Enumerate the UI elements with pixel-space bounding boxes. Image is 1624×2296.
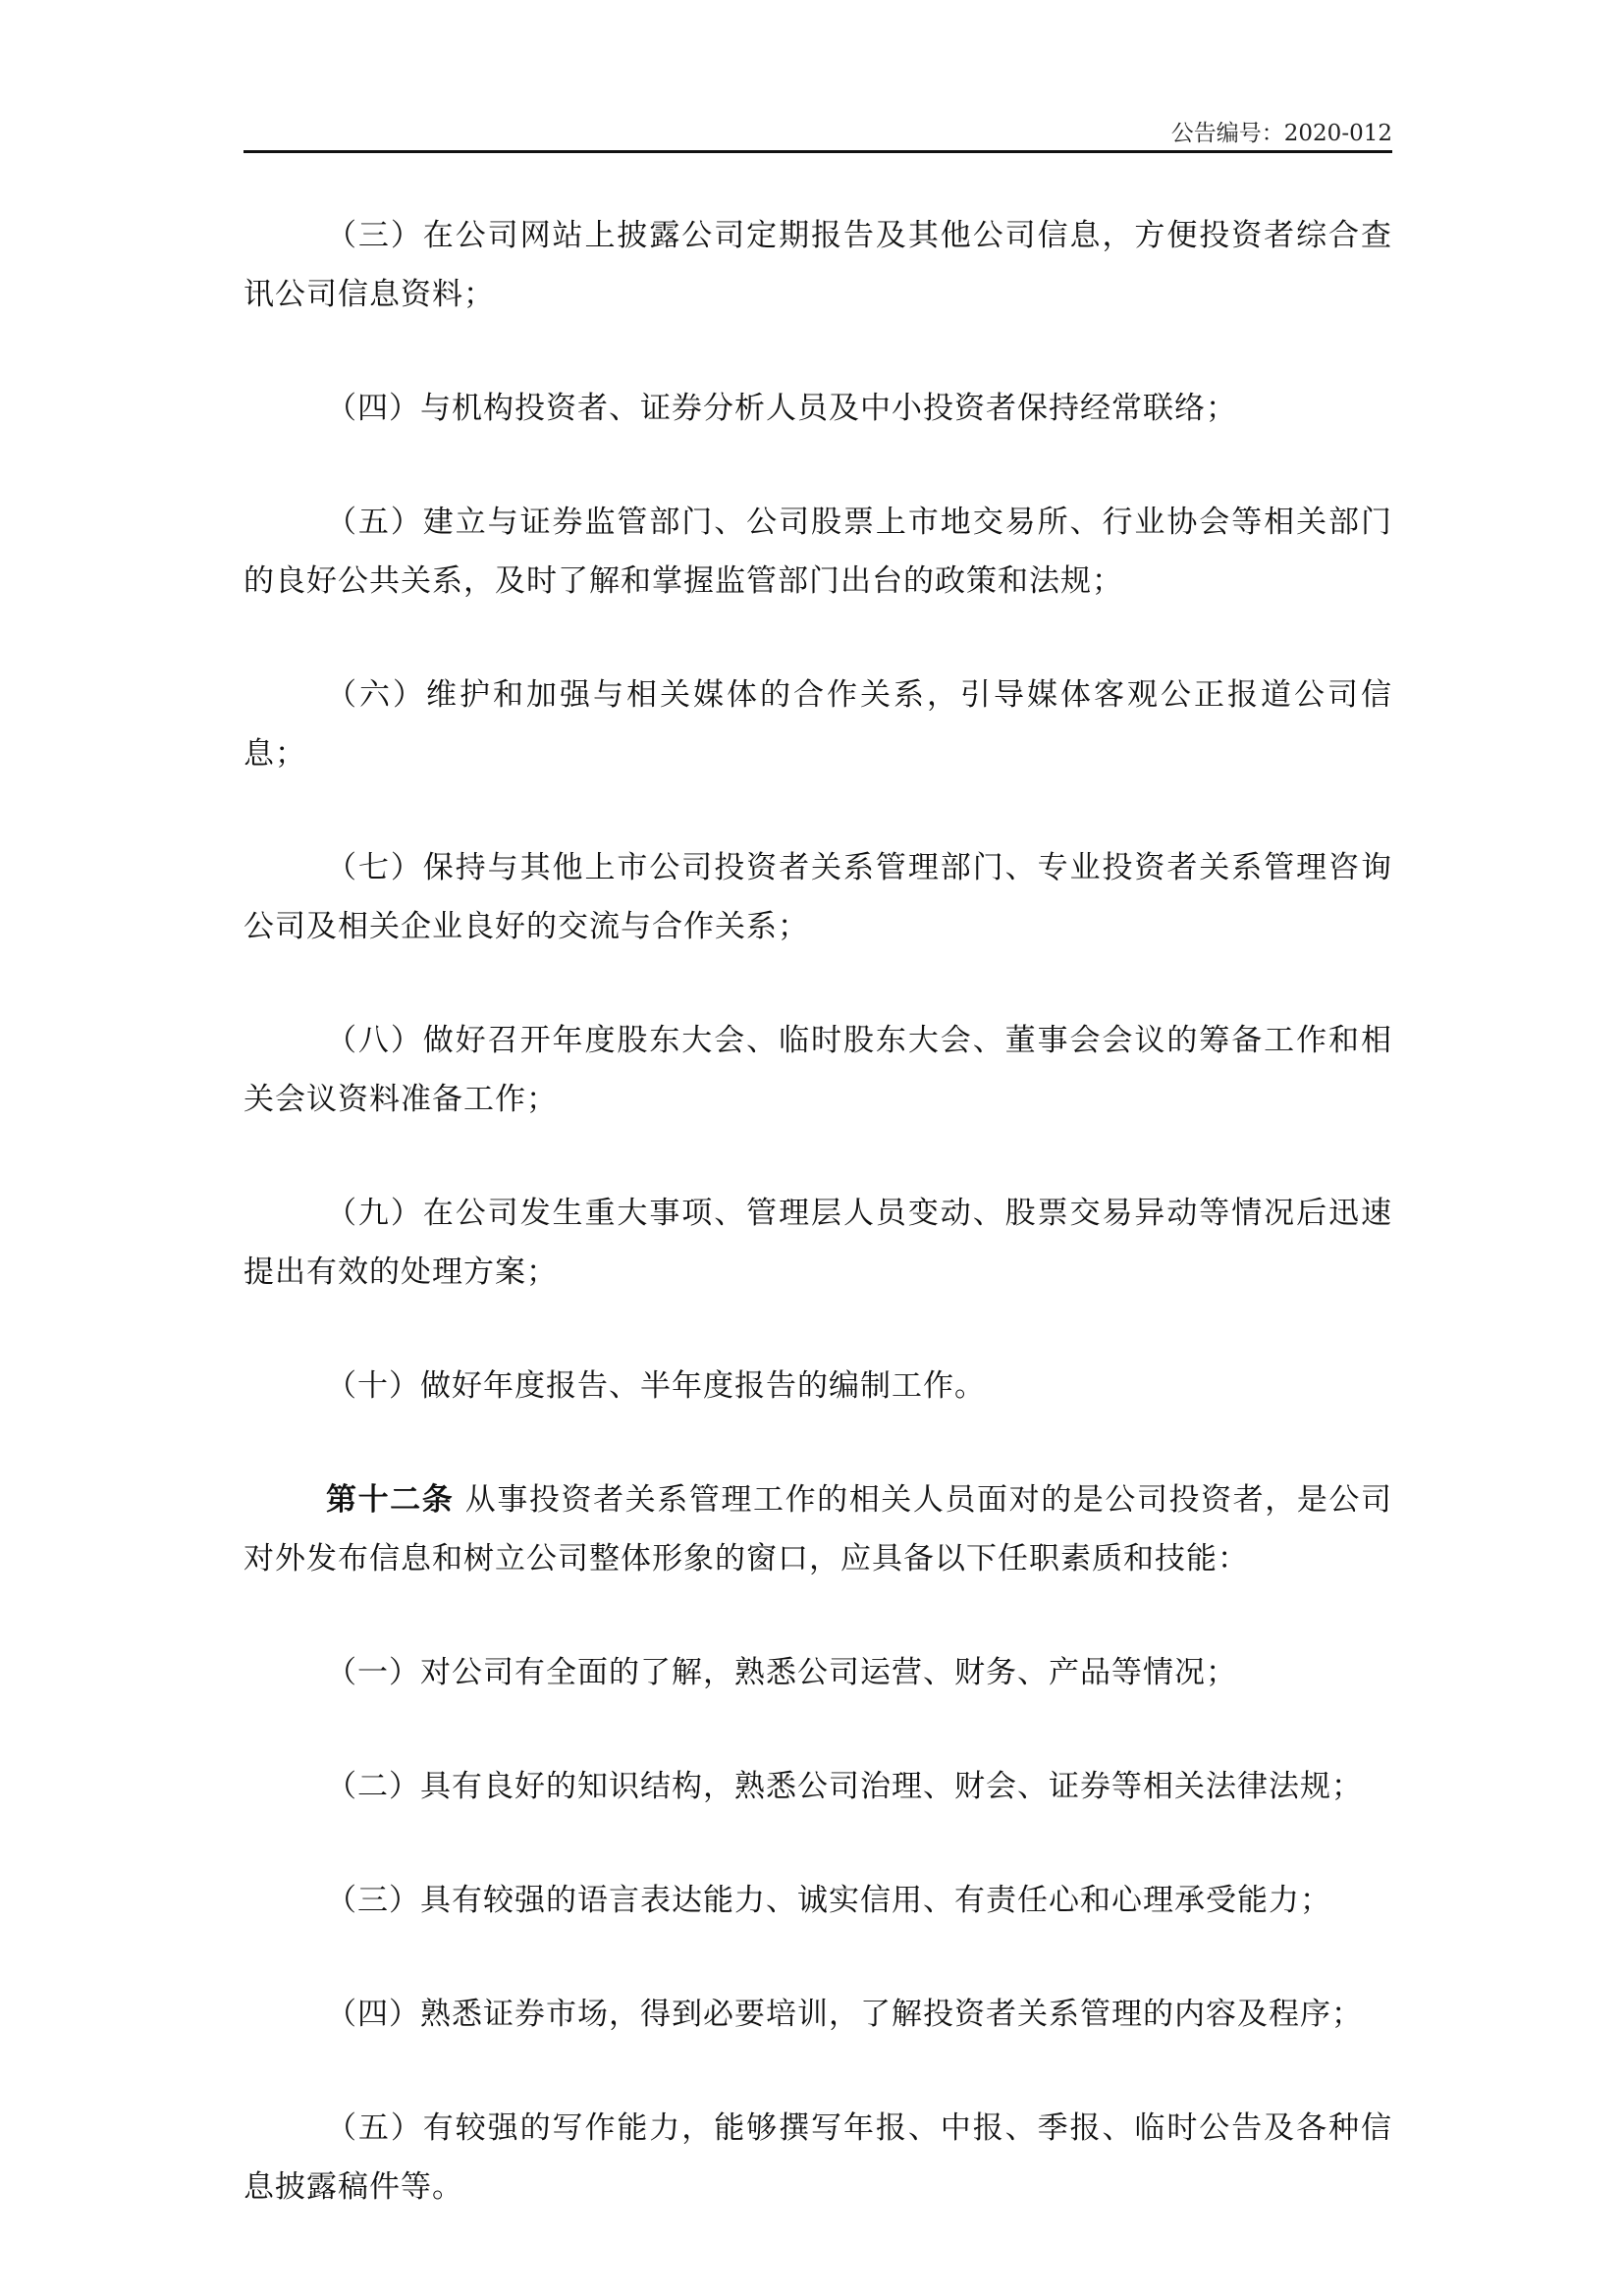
duty-item-3: （三）在公司网站上披露公司定期报告及其他公司信息，方便投资者综合查讯公司信息资料； <box>244 218 1392 312</box>
qualification-item-1: （一）对公司有全面的了解，熟悉公司运营、财务、产品等情况； <box>326 1655 1237 1690</box>
page-header <box>244 116 1392 151</box>
announcement-number: 公告编号：2020-012 <box>1170 121 1392 146</box>
article-12-text: 从事投资者关系管理工作的相关人员面对的是公司投资者，是公司对外发布信息和树立公司整体形象的窗口，应具备以下任职素质和技能： <box>244 1482 1393 1576</box>
duty-item-6: （六）维护和加强与相关媒体的合作关系，引导媒体客观公正报道公司信息； <box>244 677 1392 772</box>
qualification-item-3: （三）具有较强的语言表达能力、诚实信用、有责任心和心理承受能力； <box>326 1883 1331 1918</box>
duty-item-9: （九）在公司发生重大事项、管理层人员变动、股票交易异动等情况后迅速提出有效的处理方案； <box>244 1196 1392 1290</box>
duty-item-7: （七）保持与其他上市公司投资者关系管理部门、专业投资者关系管理咨询公司及相关企业良好的交流与合作关系； <box>244 850 1392 944</box>
header-divider <box>244 150 1392 153</box>
article-12 <box>244 1470 1392 1588</box>
document-body <box>244 206 1392 2271</box>
duty-item-10: （十）做好年度报告、半年度报告的编制工作。 <box>326 1368 986 1404</box>
duty-item-8: （八）做好召开年度股东大会、临时股东大会、董事会会议的筹备工作和相关会议资料准备工作； <box>244 1023 1392 1117</box>
qualification-item-2: （二）具有良好的知识结构，熟悉公司治理、财会、证券等相关法律法规； <box>326 1769 1363 1804</box>
qualification-item-5: （五）有较强的写作能力，能够撰写年报、中报、季报、临时公告及各种信息披露稿件等。 <box>244 2110 1392 2205</box>
duty-item-5: （五）建立与证券监管部门、公司股票上市地交易所、行业协会等相关部门的良好公共关系，及时了解和掌握监管部门出台的政策和法规； <box>244 505 1392 599</box>
article-12-label: 第十二条 <box>326 1482 455 1518</box>
qualification-item-4: （四）熟悉证券市场，得到必要培训，了解投资者关系管理的内容及程序； <box>326 1997 1363 2032</box>
duty-item-4: （四）与机构投资者、证券分析人员及中小投资者保持经常联络； <box>326 391 1237 426</box>
